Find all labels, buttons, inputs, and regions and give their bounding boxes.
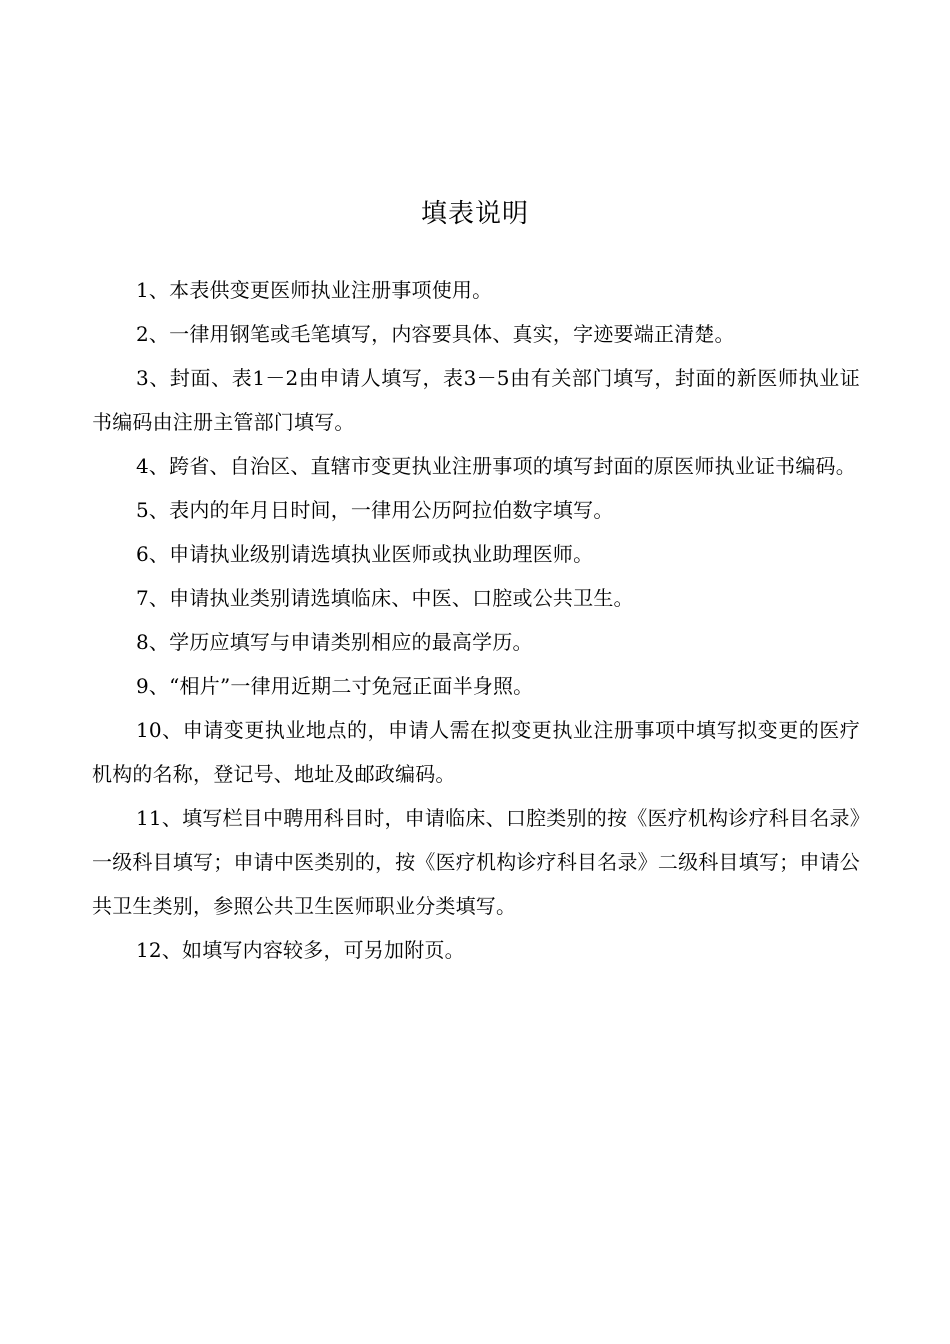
instruction-item-8: 8、学历应填写与申请类别相应的最高学历。: [136, 630, 533, 654]
page-title: 填表说明: [420, 199, 529, 229]
instruction-item-7: 7、申请执业类别请选填临床、中医、口腔或公共卫生。: [136, 586, 634, 610]
instruction-item-5: 5、表内的年月日时间，一律用公历阿拉伯数字填写。: [136, 498, 614, 522]
instruction-item-6: 6、申请执业级别请选填执业医师或执业助理医师。: [136, 542, 594, 566]
instruction-item-12: 12、如填写内容较多，可另加附页。: [136, 938, 465, 962]
instruction-item-2: 2、一律用钢笔或毛笔填写，内容要具体、真实，字迹要端正清楚。: [136, 322, 735, 346]
instruction-item-11: 11、填写栏目中聘用科目时，申请临床、口腔类别的按《医疗机构诊疗科目名录》一级科目填写；申请中医类别的，按《医疗机构诊疗科目名录》二级科目填写；申请公共卫生类别，参照公共卫生医师职业分类填写。: [92, 806, 860, 918]
instruction-item-9: 9、“相片”一律用近期二寸免冠正面半身照。: [136, 674, 534, 698]
instruction-item-1: 1、本表供变更医师执业注册事项使用。: [136, 278, 493, 302]
instructions-body: [92, 268, 860, 972]
instruction-item-3: 3、封面、表1－2由申请人填写，表3－5由有关部门填写，封面的新医师执业证书编码由注册主管部门填写。: [92, 366, 860, 434]
instruction-item-10: 10、申请变更执业地点的，申请人需在拟变更执业注册事项中填写拟变更的医疗机构的名称，登记号、地址及邮政编码。: [92, 718, 860, 786]
instruction-item-4: 4、跨省、自治区、直辖市变更执业注册事项的填写封面的原医师执业证书编码。: [136, 454, 856, 478]
